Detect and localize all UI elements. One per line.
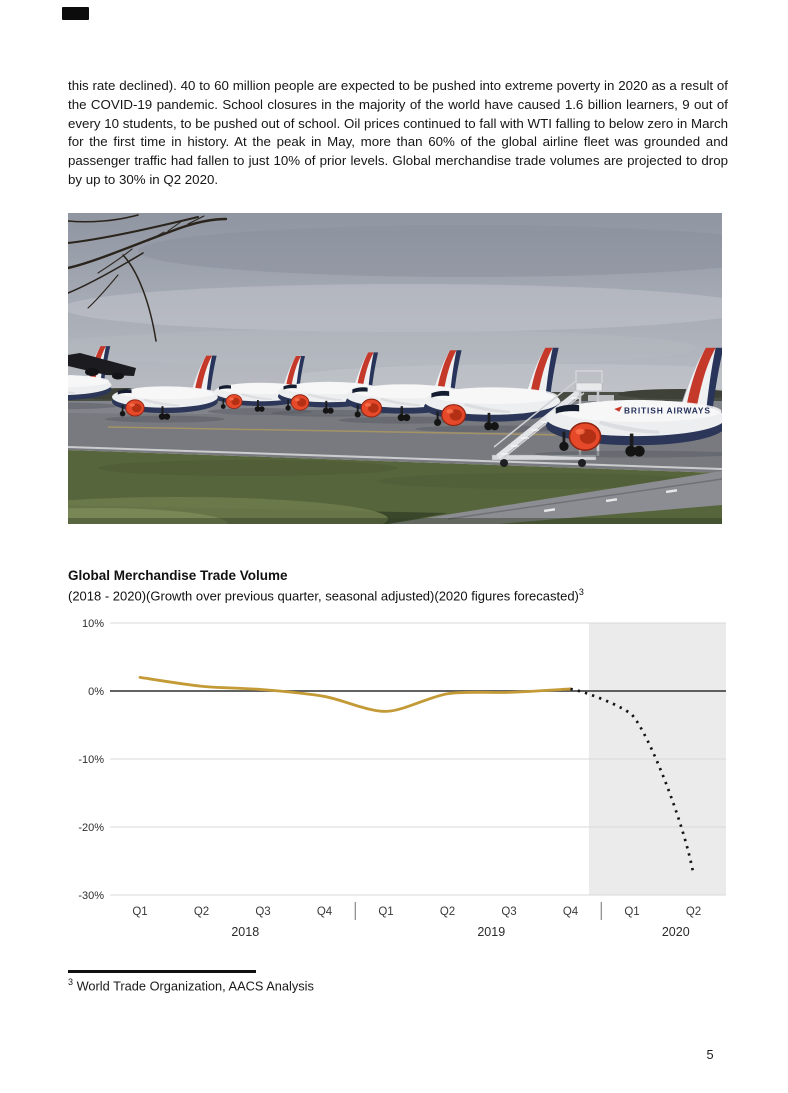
scan-corner-mark <box>62 7 89 20</box>
svg-text:Q1: Q1 <box>624 906 640 918</box>
footnote-marker: 3 <box>68 977 74 987</box>
svg-text:Q3: Q3 <box>501 906 517 918</box>
svg-text:Q2: Q2 <box>439 906 456 918</box>
svg-text:2018: 2018 <box>231 925 260 939</box>
svg-text:Q2: Q2 <box>685 906 702 918</box>
svg-text:Q2: Q2 <box>193 906 210 918</box>
svg-text:0%: 0% <box>88 685 104 698</box>
chart-area <box>68 614 728 948</box>
svg-text:Q3: Q3 <box>255 906 271 918</box>
svg-text:BRITISH AIRWAYS: BRITISH AIRWAYS <box>624 405 711 416</box>
body-paragraph: this rate declined). 40 to 60 million people are expected to be pushed into extreme poverty in 2020 as a result of the COVID-19 pandemic. School closures in the majority of the world have caused 1.6 billion learners, 9 out of every 10 students, to be pushed out of school. Oil prices continued to fall with WTI falling to below zero in March for the first time in history. At the peak in May, more than 60% of the global airline fleet was grounded and passenger traffic had fallen to just 10% of prior levels. Global merchandise trade volumes are projected to drop by up to 30% in Q2 2020. <box>68 78 728 187</box>
svg-text:10%: 10% <box>81 617 104 630</box>
svg-text:-30%: -30% <box>78 889 104 902</box>
svg-text:Q4: Q4 <box>316 906 333 918</box>
chart-subtitle-footnote-ref: 3 <box>578 587 584 597</box>
svg-text:2020: 2020 <box>661 925 690 939</box>
footnote-divider <box>68 970 256 973</box>
svg-text:-10%: -10% <box>78 753 104 766</box>
trade-volume-chart <box>68 614 728 948</box>
footnote: $^3$ World Trade Organization, AACS Analysis <box>68 977 314 994</box>
svg-text:2019: 2019 <box>477 925 506 939</box>
svg-text:Q4: Q4 <box>562 906 579 918</box>
chart-title: Global Merchandise Trade Volume <box>68 568 288 583</box>
chart-subtitle: (2018 - 2020)(Growth over previous quarter, seasonal adjusted)(2020 figures forecasted)$^3$ <box>68 587 584 604</box>
page-number: 5 <box>706 1047 714 1062</box>
svg-text:Q1: Q1 <box>132 906 148 918</box>
svg-text:Q1: Q1 <box>378 906 394 918</box>
photo-grounded-planes <box>68 213 722 524</box>
svg-text:-20%: -20% <box>78 821 104 834</box>
grounded-planes-photo <box>68 213 722 524</box>
